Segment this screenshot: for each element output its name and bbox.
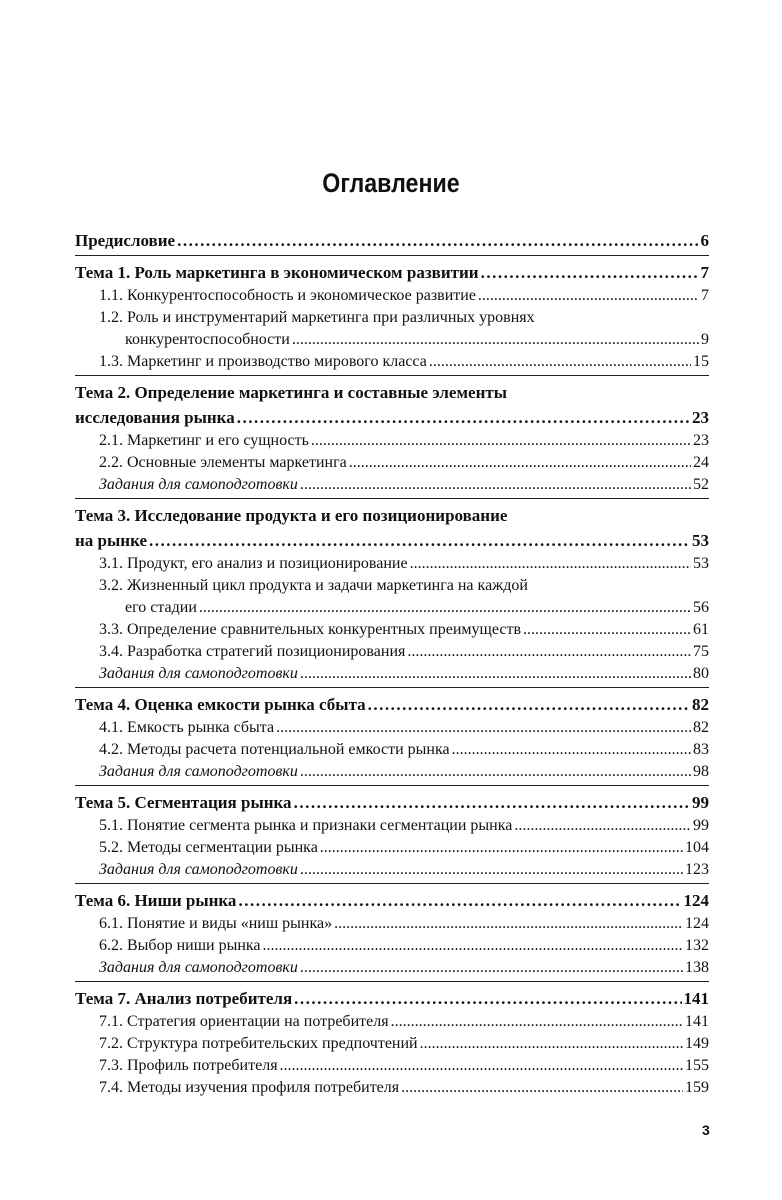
toc-entry-label: Предисловие — [75, 231, 176, 250]
dot-leader — [263, 935, 683, 957]
toc-tasks-label: Задания для самоподготовки — [99, 665, 298, 682]
toc-topic-heading[interactable] — [75, 790, 709, 815]
dot-leader — [481, 260, 699, 285]
toc-entry-page: 75 — [693, 643, 709, 660]
toc-section-topic-3 — [75, 498, 709, 687]
toc-entry-label: 7.4. Методы изучения профиля потребителя — [99, 1079, 400, 1096]
toc-topic-heading[interactable] — [75, 405, 709, 430]
dot-leader — [478, 285, 699, 307]
toc-topic-title: Тема 5. Сегментация рынка — [75, 793, 292, 812]
dot-leader — [300, 663, 691, 685]
toc-entry-page: 138 — [685, 959, 709, 976]
dot-leader — [300, 859, 683, 881]
toc-entry-page: 7 — [701, 287, 709, 304]
toc-entry-page: 141 — [685, 1013, 709, 1030]
toc-entry-label: 1.3. Маркетинг и производство мирового класса — [99, 353, 427, 370]
toc-topic-page: 7 — [700, 263, 709, 282]
toc-entry[interactable] — [75, 1011, 709, 1033]
toc-topic-title: Тема 6. Ниши рынка — [75, 891, 237, 910]
toc-section-topic-4 — [75, 687, 709, 785]
toc-entry-page: 82 — [693, 719, 709, 736]
toc-entry-label: 4.2. Методы расчета потенциальной емкости рынка — [99, 741, 450, 758]
toc-entry[interactable] — [75, 430, 709, 452]
toc-entry[interactable] — [75, 351, 709, 373]
toc-topic-title: Тема 7. Анализ потребителя — [75, 989, 293, 1008]
toc-section-topic-7 — [75, 981, 709, 1101]
toc-entry[interactable] — [75, 739, 709, 761]
dot-leader — [292, 329, 699, 351]
toc-topic-title[interactable]: Тема 3. Исследование продукта и его позиционирование — [75, 506, 508, 525]
toc-entry[interactable] — [75, 935, 709, 957]
toc-topic-heading[interactable] — [75, 692, 709, 717]
toc-topic-title-cont: на рынке — [75, 531, 147, 550]
toc-entry-page: 61 — [693, 621, 709, 638]
dot-leader — [407, 641, 691, 663]
dot-leader — [149, 528, 690, 553]
toc-entry-page: 159 — [685, 1079, 709, 1096]
toc-entry[interactable] — [75, 329, 709, 351]
dot-leader — [237, 405, 690, 430]
dot-leader — [311, 430, 691, 452]
dot-leader — [349, 452, 691, 474]
toc-entry-page: 132 — [685, 937, 709, 954]
toc-section-preface — [75, 228, 709, 255]
toc-topic-title-cont: исследования рынка — [75, 408, 235, 427]
toc-entry-page: 23 — [693, 432, 709, 449]
dot-leader — [514, 815, 691, 837]
toc-entry-page: 104 — [685, 839, 709, 856]
toc-entry-label[interactable]: 1.2. Роль и инструментарий маркетинга при различных уровнях — [99, 309, 535, 326]
dot-leader — [238, 888, 681, 913]
toc-entry-label: 7.1. Стратегия ориентации на потребителя — [99, 1013, 389, 1030]
toc-topic-heading[interactable] — [75, 986, 709, 1011]
toc-section-topic-6 — [75, 883, 709, 981]
toc-entry-page: 83 — [693, 741, 709, 758]
toc-entry-label: 7.3. Профиль потребителя — [99, 1057, 278, 1074]
toc-tasks-entry[interactable] — [75, 474, 709, 496]
toc-topic-page: 23 — [692, 408, 709, 427]
toc-entry[interactable] — [75, 553, 709, 575]
toc-entry-label: 2.1. Маркетинг и его сущность — [99, 432, 309, 449]
toc-tasks-entry[interactable] — [75, 859, 709, 881]
toc-topic-page: 124 — [683, 891, 709, 910]
toc-section-topic-1 — [75, 255, 709, 375]
toc-entry-page: 6 — [700, 231, 709, 250]
toc-entry-page: 149 — [685, 1035, 709, 1052]
toc-entry-label: 5.1. Понятие сегмента рынка и признаки сегментации рынка — [99, 817, 513, 834]
toc-topic-title[interactable]: Тема 2. Определение маркетинга и составные элементы — [75, 383, 508, 402]
toc-tasks-label: Задания для самоподготовки — [99, 861, 298, 878]
toc-entry[interactable] — [75, 717, 709, 739]
toc-entry-page: 124 — [685, 915, 709, 932]
toc-entry-label: 1.1. Конкурентоспособность и экономическое развитие — [99, 287, 476, 304]
toc-entry-label: 7.2. Структура потребительских предпочтений — [99, 1035, 418, 1052]
toc-entry-page: 123 — [685, 861, 709, 878]
toc-tasks-entry[interactable] — [75, 957, 709, 979]
toc-entry[interactable] — [75, 837, 709, 859]
toc-entry[interactable] — [75, 619, 709, 641]
toc-entry-page: 98 — [693, 763, 709, 780]
dot-leader — [199, 597, 691, 619]
toc-entry-page: 24 — [693, 454, 709, 471]
dot-leader — [429, 351, 691, 373]
dot-leader — [368, 692, 690, 717]
toc-entry[interactable] — [75, 641, 709, 663]
toc-tasks-entry[interactable] — [75, 663, 709, 685]
toc-topic-heading[interactable] — [75, 888, 709, 913]
toc-topic-page: 82 — [692, 695, 709, 714]
dot-leader — [452, 739, 691, 761]
toc-entry-label[interactable]: 3.2. Жизненный цикл продукта и задачи маркетинга на каждой — [99, 577, 528, 594]
page-title: Оглавление — [322, 168, 460, 198]
toc-entry-page: 52 — [693, 476, 709, 493]
toc-entry[interactable] — [75, 452, 709, 474]
toc-entry[interactable] — [75, 228, 709, 253]
page-number: 3 — [702, 1122, 710, 1138]
table-of-contents — [75, 228, 709, 1101]
toc-entry-page: 99 — [693, 817, 709, 834]
dot-leader — [300, 474, 691, 496]
dot-leader — [334, 913, 683, 935]
dot-leader — [276, 717, 691, 739]
toc-topic-page: 99 — [692, 793, 709, 812]
dot-leader — [280, 1055, 683, 1077]
dot-leader — [300, 957, 683, 979]
toc-topic-page: 141 — [683, 989, 709, 1008]
toc-entry-page: 53 — [693, 555, 709, 572]
toc-entry[interactable] — [75, 1055, 709, 1077]
toc-tasks-label: Задания для самоподготовки — [99, 959, 298, 976]
dot-leader — [523, 619, 691, 641]
toc-topic-heading[interactable] — [75, 260, 709, 285]
toc-entry-label: 4.1. Емкость рынка сбыта — [99, 719, 275, 736]
toc-entry-label: 6.1. Понятие и виды «ниш рынка» — [99, 915, 333, 932]
toc-entry-label: 3.3. Определение сравнительных конкурентных преимуществ — [99, 621, 521, 638]
toc-entry-label: 3.1. Продукт, его анализ и позиционирование — [99, 555, 408, 572]
toc-entry[interactable] — [75, 913, 709, 935]
dot-leader — [391, 1011, 683, 1033]
toc-entry[interactable] — [75, 1033, 709, 1055]
dot-leader — [294, 790, 690, 815]
toc-entry-page: 15 — [693, 353, 709, 370]
toc-entry-label: 3.4. Разработка стратегий позиционирования — [99, 643, 406, 660]
toc-topic-heading[interactable] — [75, 528, 709, 553]
toc-entry-label: 2.2. Основные элементы маркетинга — [99, 454, 347, 471]
dot-leader — [401, 1077, 683, 1099]
toc-tasks-label: Задания для самоподготовки — [99, 476, 298, 493]
dot-leader — [300, 761, 691, 783]
toc-entry-label: 6.2. Выбор ниши рынка — [99, 937, 261, 954]
toc-topic-title: Тема 1. Роль маркетинга в экономическом развитии — [75, 263, 479, 282]
toc-section-topic-5 — [75, 785, 709, 883]
toc-entry-label: 5.2. Методы сегментации рынка — [99, 839, 318, 856]
toc-entry[interactable] — [75, 1077, 709, 1099]
dot-leader — [320, 837, 683, 859]
dot-leader — [420, 1033, 683, 1055]
dot-leader — [294, 986, 681, 1011]
toc-tasks-label: Задания для самоподготовки — [99, 763, 298, 780]
toc-entry-label-cont: его стадии — [125, 599, 197, 616]
toc-entry-page: 80 — [693, 665, 709, 682]
toc-section-topic-2 — [75, 375, 709, 498]
toc-tasks-entry[interactable] — [75, 761, 709, 783]
toc-entry[interactable] — [75, 597, 709, 619]
toc-topic-page: 53 — [692, 531, 709, 550]
toc-entry[interactable] — [75, 815, 709, 837]
toc-entry-page: 56 — [693, 599, 709, 616]
toc-entry[interactable] — [75, 285, 709, 307]
dot-leader — [410, 553, 691, 575]
toc-entry-label-cont: конкурентоспособности — [125, 331, 290, 348]
toc-topic-title: Тема 4. Оценка емкости рынка сбыта — [75, 695, 366, 714]
toc-entry-page: 155 — [685, 1057, 709, 1074]
toc-entry-page: 9 — [701, 331, 709, 348]
dot-leader — [177, 228, 698, 253]
